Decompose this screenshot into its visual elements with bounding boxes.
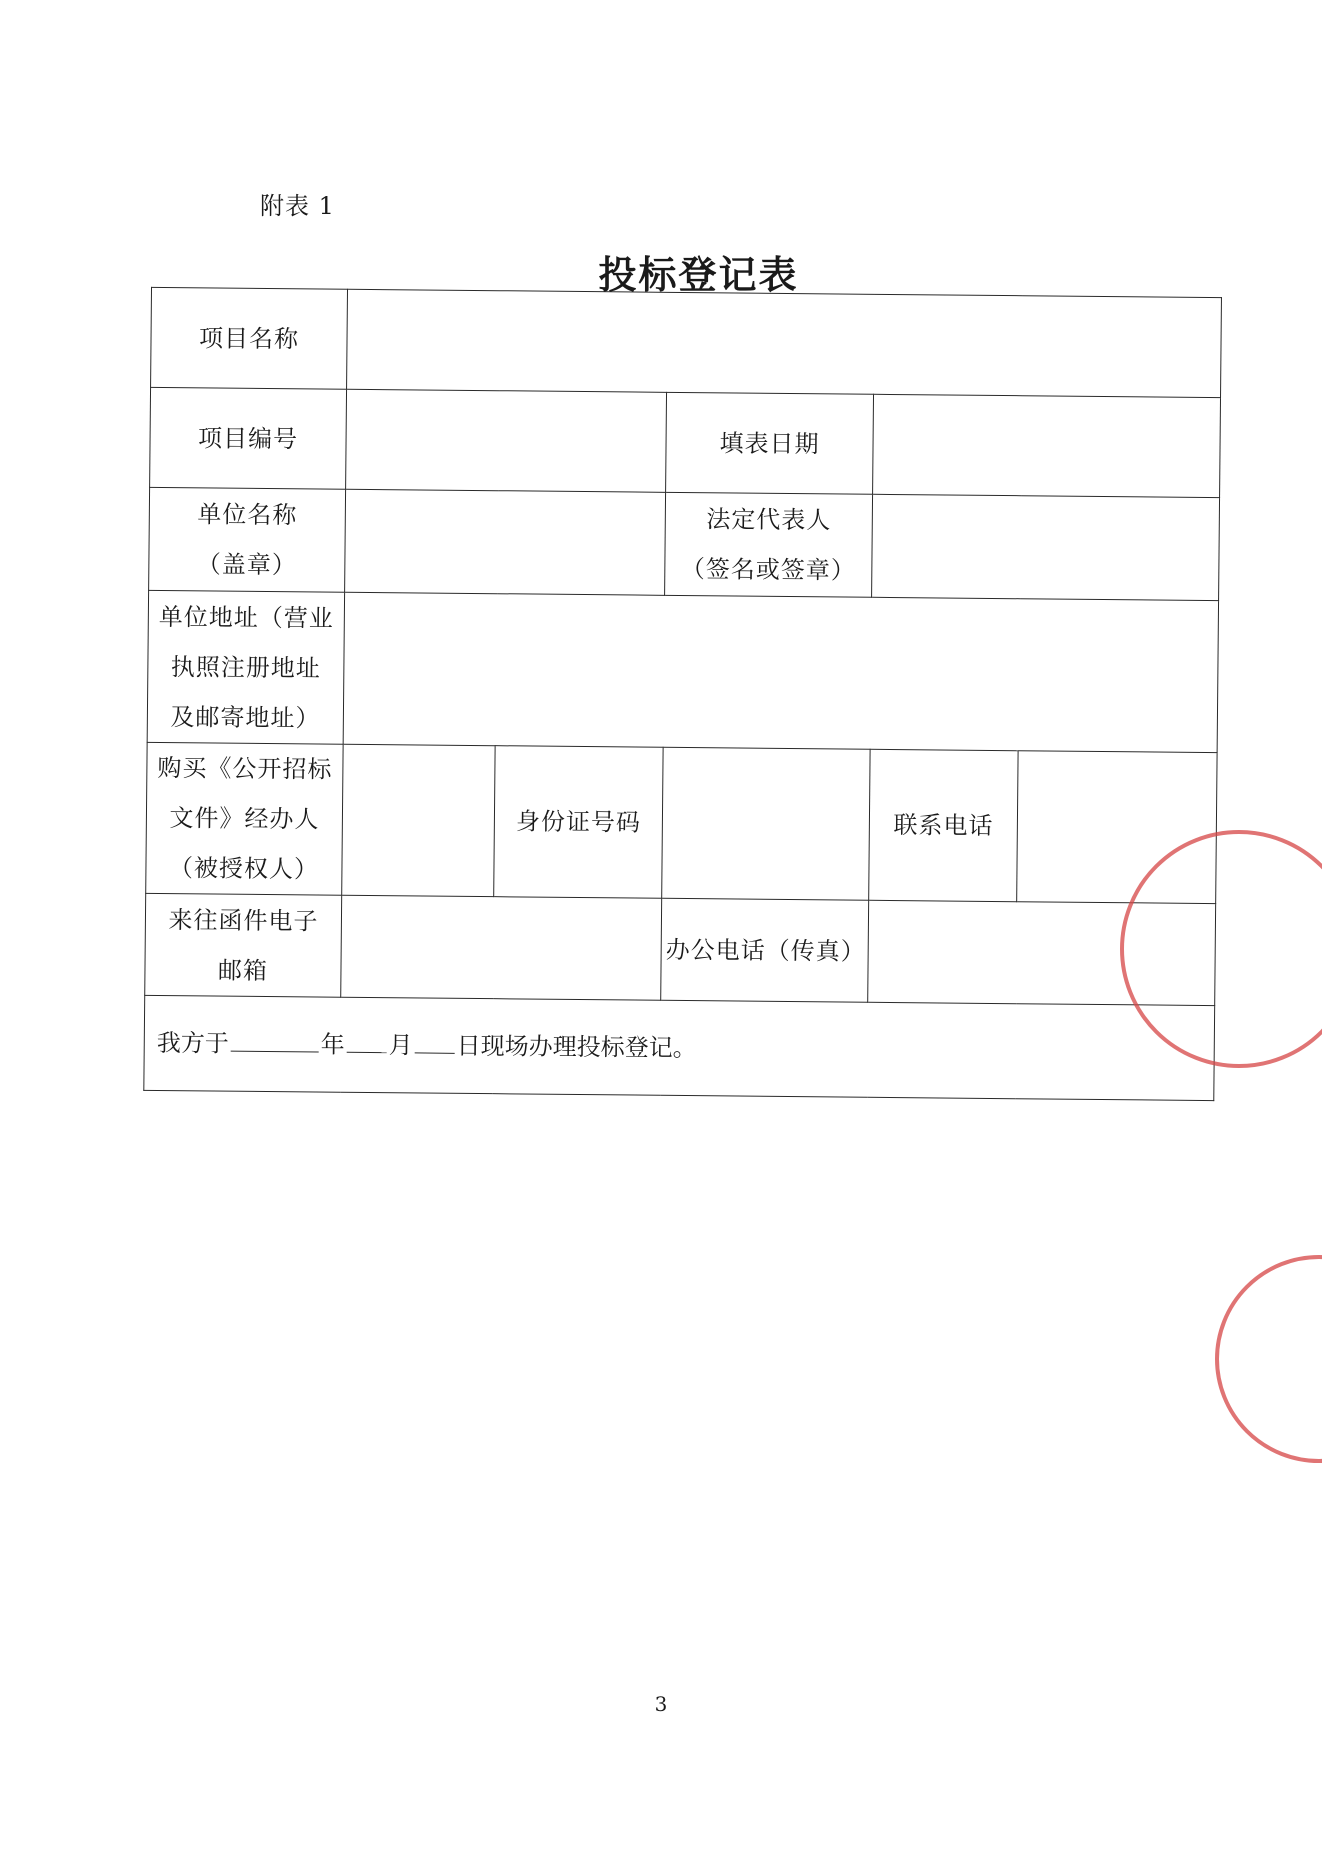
row-address [147, 590, 1218, 752]
row-buyer [146, 742, 1217, 903]
email-label [145, 893, 342, 997]
buyer-name-field[interactable] [342, 744, 495, 896]
buyer-label-line3: （被授权人） [168, 854, 320, 884]
project-name-field[interactable] [347, 289, 1222, 397]
address-field[interactable] [343, 592, 1218, 752]
legal-rep-label-line1: 法定代表人 [706, 505, 832, 535]
email-label-line2: 邮箱 [217, 956, 269, 985]
registration-form [143, 287, 1221, 1127]
unit-name-label-line1: 单位名称 [197, 500, 298, 530]
declaration-year-blank[interactable] [231, 1025, 319, 1053]
address-label [147, 590, 344, 744]
buyer-label [146, 742, 343, 895]
buyer-label-line2: 文件》经办人 [169, 804, 320, 834]
legal-rep-label [665, 492, 873, 597]
fill-date-field[interactable] [873, 394, 1221, 497]
unit-name-label-line2: （盖章） [196, 550, 297, 580]
project-number-field[interactable] [346, 389, 667, 492]
email-label-line1: 来往函件电子 [168, 905, 319, 936]
id-number-field[interactable] [662, 747, 870, 900]
row-project-name [151, 287, 1222, 397]
page-number: 3 [654, 1692, 668, 1716]
row-unit-name [149, 487, 1220, 600]
registration-table [143, 287, 1222, 1101]
project-number-label: 项目编号 [150, 387, 347, 489]
address-label-line2: 执照注册地址 [170, 652, 322, 683]
email-field[interactable] [341, 895, 662, 1000]
row-project-number [150, 387, 1221, 497]
seal-stamp-bottom [1215, 1255, 1322, 1463]
buyer-label-line1: 购买《公开招标 [157, 753, 333, 784]
address-label-line1: 单位地址（营业 [158, 602, 334, 633]
legal-rep-field[interactable] [872, 494, 1220, 600]
declaration-prefix: 我方于 [156, 1028, 229, 1058]
appendix-label: 附表 1 [260, 192, 335, 220]
id-number-label: 身份证号码 [494, 746, 663, 899]
form-title: 投标登记表 [598, 252, 799, 297]
address-label-line3: 及邮寄地址） [170, 702, 321, 733]
project-name-label: 项目名称 [151, 287, 348, 389]
declaration-month: 月 [388, 1031, 413, 1060]
contact-phone-label: 联系电话 [869, 749, 1018, 901]
declaration [144, 995, 1215, 1100]
declaration-suffix: 日现场办理投标登记。 [456, 1031, 697, 1063]
fill-date-label: 填表日期 [666, 392, 874, 494]
declaration-day-blank[interactable] [415, 1026, 455, 1053]
legal-rep-label-line2: （签名或签章） [680, 554, 856, 585]
declaration-month-blank[interactable] [347, 1026, 387, 1053]
declaration-year: 年 [320, 1030, 345, 1059]
unit-name-field[interactable] [345, 489, 666, 595]
row-declaration [144, 995, 1215, 1100]
unit-name-label [149, 487, 346, 592]
office-phone-label: 办公电话（传真） [661, 898, 869, 1002]
row-email [145, 893, 1216, 1005]
